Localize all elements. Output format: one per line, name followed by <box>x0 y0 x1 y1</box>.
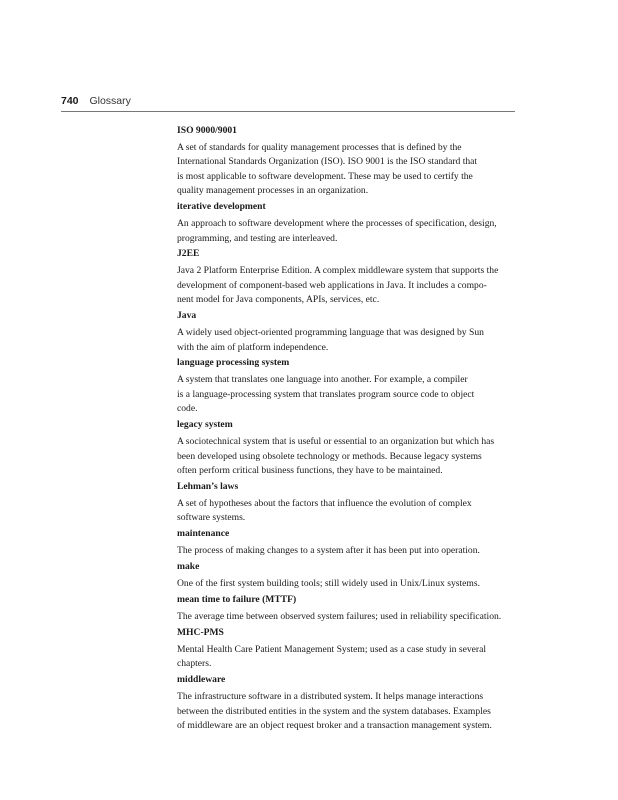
glossary-term: legacy system <box>177 419 233 431</box>
definition-line: A set of standards for quality management processes that is defined by the <box>177 142 462 153</box>
glossary-definition <box>177 610 517 624</box>
glossary-term: mean time to failure (MTTF) <box>177 594 297 606</box>
definition-line: A widely used object-oriented programming language that was designed by Sun <box>177 327 484 339</box>
glossary-definition <box>177 690 517 733</box>
definition-line: A system that translates one language into another. For example, a compiler <box>177 374 468 386</box>
definition-line: One of the first system building tools; still widely used in Unix/Linux systems. <box>177 578 480 590</box>
glossary-definition <box>177 373 517 416</box>
glossary-definition <box>177 435 517 478</box>
glossary-definition <box>177 497 517 526</box>
definition-line: of middleware are an object request broker and a transaction management system. <box>177 720 492 732</box>
glossary-entry <box>177 309 517 355</box>
glossary-entry <box>177 560 517 591</box>
glossary-term: make <box>177 561 200 573</box>
glossary-entry <box>177 124 517 199</box>
section-title: Glossary <box>89 95 131 107</box>
definition-line: A sociotechnical system that is useful or essential to an organization but which has <box>177 436 495 448</box>
glossary-entry <box>177 527 517 558</box>
definition-line: is most applicable to software development. These may be used to certify the <box>177 170 473 182</box>
definition-line: quality management processes in an organization. <box>177 185 369 197</box>
definition-line: with the aim of platform independence. <box>177 341 329 353</box>
definition-line: is a language-processing system that translates program source code to object <box>177 388 475 400</box>
definition-line: programming, and testing are interleaved. <box>177 232 338 244</box>
glossary-entry <box>177 200 517 246</box>
glossary-definition <box>177 577 517 591</box>
glossary-term: J2EE <box>177 248 200 260</box>
definition-line: An approach to software development where the processes of specification, design, <box>177 218 497 230</box>
definition-line: between the distributed entities in the system and the system databases. Examples <box>177 705 491 717</box>
definition-line: development of component-based web applications in Java. It includes a compo- <box>177 279 487 291</box>
glossary-entry <box>177 480 517 526</box>
glossary-entry <box>177 418 517 478</box>
definition-line: The average time between observed system failures; used in reliability specification. <box>177 611 502 623</box>
glossary-term: language processing system <box>177 357 290 369</box>
definition-line: The process of making changes to a system after it has been put into operation. <box>177 545 480 557</box>
definition-line: often perform critical business functions, they have to be maintained. <box>177 465 443 476</box>
glossary-term: middleware <box>177 674 226 686</box>
definition-line: A set of hypotheses about the factors that influence the evolution of complex <box>177 497 472 509</box>
glossary-definition <box>177 643 517 672</box>
glossary-definition <box>177 141 517 199</box>
glossary-term: ISO 9000/9001 <box>177 125 237 136</box>
glossary-entry <box>177 626 517 672</box>
glossary-term: Java <box>177 310 197 322</box>
glossary-definition <box>177 264 517 307</box>
glossary-term: maintenance <box>177 528 230 540</box>
glossary-definition <box>177 217 517 246</box>
glossary-term: iterative development <box>177 201 266 213</box>
definition-line: code. <box>177 403 198 415</box>
glossary-term: Lehman’s laws <box>177 480 239 492</box>
definition-line: Mental Health Care Patient Management System; used as a case study in several <box>177 643 487 655</box>
glossary-entry <box>177 356 517 416</box>
page-header <box>61 93 515 112</box>
definition-line: The infrastructure software in a distributed system. It helps manage interactions <box>177 691 484 703</box>
page-number: 740 <box>61 95 79 107</box>
definition-line: chapters. <box>177 658 212 670</box>
definition-line: International Standards Organization (ISO). ISO 9001 is the ISO standard that <box>177 156 478 168</box>
glossary-list <box>177 124 517 735</box>
glossary-definition <box>177 326 517 355</box>
glossary-entry <box>177 593 517 624</box>
glossary-entry <box>177 673 517 733</box>
definition-line: been developed using obsolete technology or methods. Because legacy systems <box>177 450 482 462</box>
definition-line: nent model for Java components, APIs, services, etc. <box>177 294 380 306</box>
glossary-term: MHC-PMS <box>177 626 224 638</box>
glossary-entry <box>177 247 517 307</box>
glossary-definition <box>177 544 517 558</box>
definition-line: software systems. <box>177 512 246 524</box>
definition-line: Java 2 Platform Enterprise Edition. A complex middleware system that supports the <box>177 265 499 277</box>
